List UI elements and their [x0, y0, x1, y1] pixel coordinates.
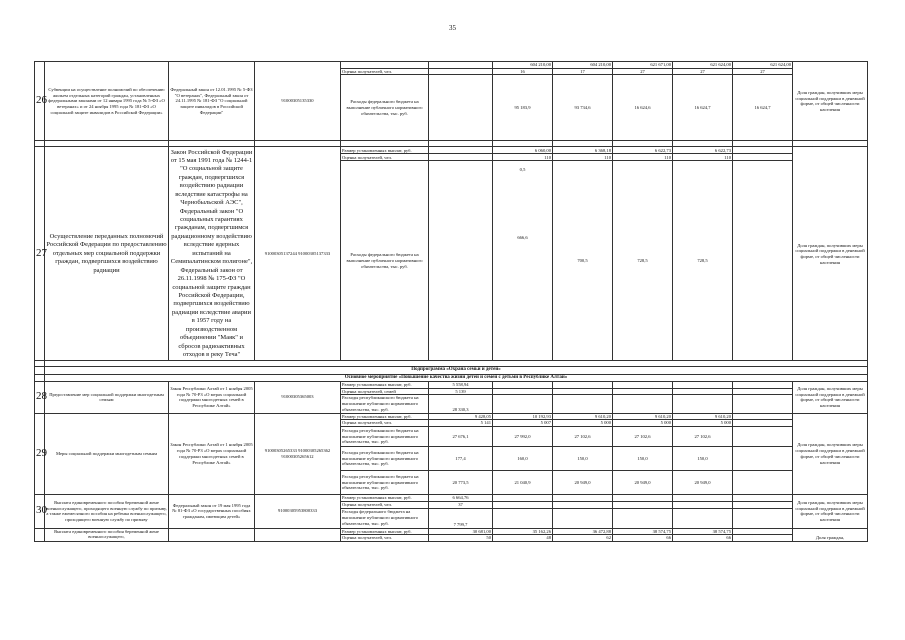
- budget-code: 91000305137244 91000305137333: [255, 147, 341, 361]
- budget-code: 91000305365003: [255, 381, 341, 413]
- table-row: Расходы республиканского бюджета на выполнение публичного нормативного обязательства, тыс. руб. 27 676,1 27 992,0 27 102,6 27 102,6 27 102,6: [35, 427, 868, 447]
- row-number: 26: [35, 62, 45, 141]
- indicator-label: Оценка получателей, чел.: [341, 535, 429, 542]
- indicator-label: Расходы республиканского бюджета на выполнение публичного нормативного обязательства, тыс. руб.: [341, 471, 429, 495]
- table-row: Расходы федерального бюджета на выполнение публичного нормативного обязательства, тыс. руб. 0,5 666,6 700,5 728,5 728,5: [35, 161, 868, 361]
- table-row: Оценка получателей, семей 5 139: [35, 388, 868, 395]
- indicator-label: Расходы федерального бюджета на выполнение публичного нормативного обязательства, тыс. руб.: [341, 161, 429, 361]
- table-row: Расходы федерального бюджета на выполнение публичного нормативного обязательства, тыс. руб. 7 799,7: [35, 508, 868, 528]
- indicator-label: Оценка получателей, семей: [341, 388, 429, 395]
- indicator-label: Размер установленных выплат, руб.: [341, 147, 429, 154]
- legal-basis: Закон Республики Алтай от 1 ноября 2005 года № 70-РЗ «О мерах социальной поддержки многодетных семей в Республике Алтай»: [169, 413, 255, 494]
- row-number: 28: [35, 381, 45, 413]
- indicator-label: Оценка получателей, чел.: [341, 501, 429, 508]
- indicator-label: Расходы республиканского бюджета на выполнение публичного нормативного обязательства, тыс. руб.: [341, 427, 429, 447]
- budget-code: 91000305265333 91000305265362 91000305265612: [255, 413, 341, 494]
- legal-basis: Закон Республики Алтай от 1 ноября 2005 года № 70-РЗ «О мерах социальной поддержки многодетных семей в Республике Алтай»: [169, 381, 255, 413]
- form-indicator: Доля граждан, получивших меры социальной поддержки в денежной форме, от общей численности населения: [793, 495, 868, 528]
- table-row: [35, 62, 868, 69]
- table-row: Оценка получателей, чел. 16 17 27 27 27: [35, 68, 868, 75]
- table-row: 27 Осуществление переданных полномочий Российской Федерации по предоставлению отдельных мер социальной поддержки граждан, подвергшихся воздействию радиации Закон Российской Федерации от 15 мая 1991 года № 1244-1 "О социальной защите граждан, подвергшихся воздействию радиации вследствие катастрофы на Чернобыльской АЭС", Федеральный закон "О социальных гарантиях гражданам, подвергшимся радиационному воздействию вследствие ядерных испытаний на Семипалатинском полигоне", Федеральный закон от 26.11.1998 № 175-ФЗ "О социальной защите граждан Российской Федерации, подвергшихся воздействию радиации вследствие аварии в 1957 году на производственном объединении "Маяк" и сбросов радиоактивных отходов в реку Теча" 91000305137244 91000305137333 Размер установленных выплат, руб. 6 060,00 6 368,18 6 622,73 6 622,73 Доля граждан, получивших меры социальной поддержки в денежной форме, от общей численности населения: [35, 147, 868, 154]
- extra-value: 0,5: [519, 167, 526, 173]
- indicator-label: Размер установленных выплат, руб.: [341, 413, 429, 420]
- form-indicator: Доля граждан, получивших меры социальной поддержки в денежной форме, от общей численности населения: [793, 147, 868, 361]
- measure-name: Субвенции на осуществление полномочий по обеспечению жильем отдельных категорий граждан, установленных федеральными законами от 12 января 1995 года № 5-ФЗ «О ветеранах» и от 24 ноября 1995 года № 181-ФЗ «О социальной защите инвалидов в Российской Федерации»: [45, 62, 169, 141]
- indicator-label: Размер установленных выплат, руб.: [341, 381, 429, 388]
- indicator-label: Расходы федерального бюджета на выполнение публичного нормативного обязательства, тыс. руб.: [341, 508, 429, 528]
- table-row: [35, 367, 868, 374]
- legal-basis: Федеральный закон от 19 мая 1995 года № 81-ФЗ «О государственных пособиях гражданам, имеющим детей»: [169, 495, 255, 528]
- value-cell: 621 624,00: [673, 62, 733, 69]
- main-event-title: Основное мероприятие «Повышение качества жизни детей и семей с детьми в Республике Алтай»: [45, 374, 868, 381]
- table-row: 28 Предоставление мер социальной поддержки многодетным семьям Закон Республики Алтай от 1 ноября 2005 года № 70-РЗ «О мерах социальной поддержки многодетных семей в Республике Алтай» 91000305365003 Размер установленных выплат, руб. 5 558,94 Доля граждан, получивших меры социальной поддержки в денежной форме, от общей численности населения: [35, 381, 868, 388]
- value-cell: 621 624,00: [733, 62, 793, 69]
- budget-code: 91000305953800333: [255, 495, 341, 528]
- table-row: Оценка получателей, чел. 5 141 5 007 5 000 5 000 5 000: [35, 420, 868, 427]
- legal-basis: Закон Российской Федерации от 15 мая 1991 года № 1244-1 "О социальной защите граждан, подвергшихся воздействию радиации вследствие катастрофы на Чернобыльской АЭС", Федеральный закон "О социальных гарантиях гражданам, подвергшимся радиационному воздействию вследствие ядерных испытаний на Семипалатинском полигоне", Федеральный закон от 26.11.1998 № 175-ФЗ "О социальной защите граждан Российской Федерации, подвергшихся воздействию радиации вследствие аварии в 1957 году на производственном объединении "Маяк" и сбросов радиоактивных отходов в реку Теча": [169, 147, 255, 361]
- value-cell: 621 671,00: [613, 62, 673, 69]
- row-number: 29: [35, 413, 45, 494]
- measure-name: Предоставление мер социальной поддержки многодетным семьям: [45, 381, 169, 413]
- form-indicator: Доля граждан,: [793, 528, 868, 541]
- indicator-label: Расходы республиканского бюджета на выполнение публичного нормативного обязательства, тыс. руб.: [341, 447, 429, 471]
- indicator-label: Оценка получателей, чел.: [341, 420, 429, 427]
- table-row: [35, 374, 868, 381]
- indicator-label: Размер установленных выплат, руб.: [341, 528, 429, 535]
- indicator-label: Оценка получателей, чел.: [341, 68, 429, 75]
- table-row: Выплата единовременного пособия беременной жене военнослужащего, Размер установленных выплат, руб. 30 681,00 35 162,26 36 472,88 38 574,75 38 574,75 Доля граждан,: [35, 528, 868, 535]
- form-indicator: Доля граждан, получивших меры социальной поддержки в денежной форме, от общей численности населения: [793, 413, 868, 494]
- measure-name: Меры социальной поддержки многодетным семьям: [45, 413, 169, 494]
- table-row: Расходы федерального бюджета на выполнение публичного нормативного обязательства, тыс. руб. 95 183,9 93 734,6 16 624,6 16 624,7 16 624,7: [35, 75, 868, 141]
- row-number: 30: [35, 495, 45, 528]
- table-row: Оценка получателей, чел. 110 110 110 110: [35, 154, 868, 161]
- table-row: Расходы республиканского бюджета на выполнение публичного нормативного обязательства, тыс. руб. 177,4 160,0 150,0 150,0 150,0: [35, 447, 868, 471]
- value-cell: 604 210,00: [493, 62, 553, 69]
- indicator-label: Расходы федерального бюджета на выполнение публичного нормативного обязательства, тыс. руб.: [341, 75, 429, 141]
- subprogram-title: Подпрограмма «Охрана семьи и детей»: [45, 367, 868, 374]
- table-row: 30 Выплата единовременного пособия беременной жене военнослужащего, проходящего военную службу по призыву, а также ежемесячного пособия на ребенка военнослужащего, проходящего военную службу по призыву Федеральный закон от 19 мая 1995 года № 81-ФЗ «О государственных пособиях гражданам, имеющим детей» 91000305953800333 Размер установленных выплат, руб. 6 664,76 Доля граждан, получивших меры социальной поддержки в денежной форме, от общей численности населения: [35, 495, 868, 502]
- form-indicator: Доля граждан, получивших меры социальной поддержки в денежной форме, от общей численности населения: [793, 381, 868, 413]
- page-number: 35: [449, 24, 456, 32]
- measure-name: Выплата единовременного пособия беременной жене военнослужащего, проходящего военную службу по призыву, а также ежемесячного пособия на ребенка военнослужащего, проходящего военную службу по призыву: [45, 495, 169, 528]
- indicator-label: Расходы республиканского бюджета на выполнение публичного нормативного обязательства, тыс. руб.: [341, 395, 429, 413]
- budget-table: [34, 61, 868, 542]
- table-row: Расходы республиканского бюджета на выполнение публичного нормативного обязательства, тыс. руб. 28 330,3: [35, 395, 868, 413]
- table-row: Расходы республиканского бюджета на выполнение публичного нормативного обязательства, тыс. руб. 20 773,5 21 040,9 20 949,0 20 949,0 20 949,0: [35, 471, 868, 495]
- indicator-label: Размер установленных выплат, руб.: [341, 495, 429, 502]
- indicator-label: Оценка получателей, чел.: [341, 154, 429, 161]
- table-row: Оценка получателей, чел. 37: [35, 501, 868, 508]
- row-number: 27: [35, 147, 45, 361]
- value-cell: 604 210,00: [553, 62, 613, 69]
- form-indicator: Доля граждан, получивших меры социальной поддержки в денежной форме, от общей численности населения: [793, 62, 868, 141]
- measure-name: Осуществление переданных полномочий Российской Федерации по предоставлению отдельных мер социальной поддержки граждан, подвергшихся воздействию радиации: [45, 147, 169, 361]
- measure-name: Выплата единовременного пособия беременной жене военнослужащего,: [45, 528, 169, 541]
- budget-code: 91000305135330: [255, 62, 341, 141]
- table-row: Оценка получателей, чел. 50 48 62 66 66: [35, 535, 868, 542]
- legal-basis: Федеральный закон от 12.01.1995 № 5-ФЗ "О ветеранах", Федеральный закон от 24.11.1995 № 181-ФЗ "О социальной защите инвалидов в Российской Федерации": [169, 62, 255, 141]
- table-row: 29 Меры социальной поддержки многодетным семьям Закон Республики Алтай от 1 ноября 2005 года № 70-РЗ «О мерах социальной поддержки многодетных семей в Республике Алтай» 91000305265333 91000305265362 91000305265612 Размер установленных выплат, руб. 9 428,05 10 192,93 9 610,20 9 610,20 9 610,20 Доля граждан, получивших меры социальной поддержки в денежной форме, от общей численности населения: [35, 413, 868, 420]
